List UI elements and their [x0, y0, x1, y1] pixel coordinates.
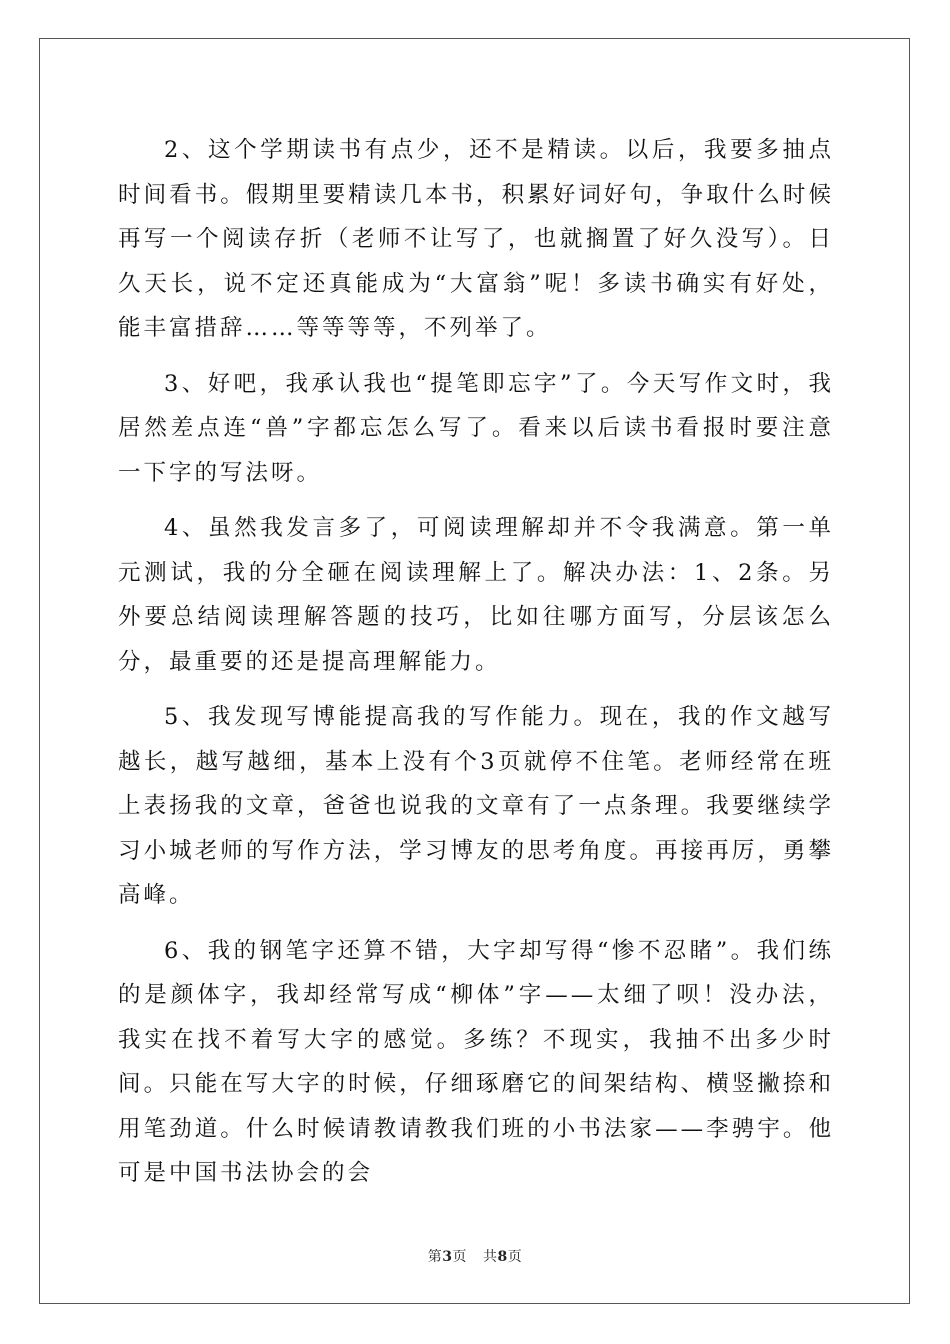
page-suffix: 页 [452, 1249, 467, 1265]
paragraph-item-5: 5、我发现写博能提高我的写作能力。现在，我的作文越写越长，越写越细，基本上没有个3页就停不住笔。老师经常在班上表扬我的文章，爸爸也说我的文章有了一点条理。我要继续学习小城老师的写作方法，学习博友的思考角度。再接再厉，勇攀高峰。 [118, 704, 834, 908]
current-page-number: 3 [442, 1249, 453, 1265]
total-page-number: 8 [497, 1249, 508, 1265]
paragraph-item-4: 4、虽然我发言多了，可阅读理解却并不令我满意。第一单元测试，我的分全砸在阅读理解上了。解决办法：1、2条。另外要总结阅读理解答题的技巧，比如往哪方面写，分层该怎么分，最重要的还是提高理解能力。 [118, 515, 834, 675]
page-prefix: 第 [427, 1249, 443, 1265]
total-prefix: 共 [483, 1249, 498, 1265]
total-suffix: 页 [507, 1249, 523, 1265]
paragraph-item-3: 3、好吧，我承认我也“提笔即忘字”了。今天写作文时，我居然差点连“兽”字都忘怎么写了。看来以后读书看报时要注意一下字的写法呀。 [118, 370, 834, 486]
page-footer [0, 1246, 950, 1266]
document-body [118, 128, 834, 1207]
paragraph-item-6: 6、我的钢笔字还算不错，大字却写得“惨不忍睹”。我们练的是颜体字，我却经常写成“柳体”字——太细了呗！没办法，我实在找不着写大字的感觉。多练？不现实，我抽不出多少时间。只能在写大字的时候，仔细琢磨它的间架结构、横竖撇捺和用笔劲道。什么时候请教请教我们班的小书法家——李骋宇。他可是中国书法协会的会 [118, 937, 834, 1186]
paragraph-item-2: 2、这个学期读书有点少，还不是精读。以后，我要多抽点时间看书。假期里要精读几本书，积累好词好句，争取什么时候再写一个阅读存折（老师不让写了，也就搁置了好久没写）。日久天长，说不定还真能成为“大富翁”呢！多读书确实有好处，能丰富措辞……等等等等，不列举了。 [118, 137, 834, 341]
